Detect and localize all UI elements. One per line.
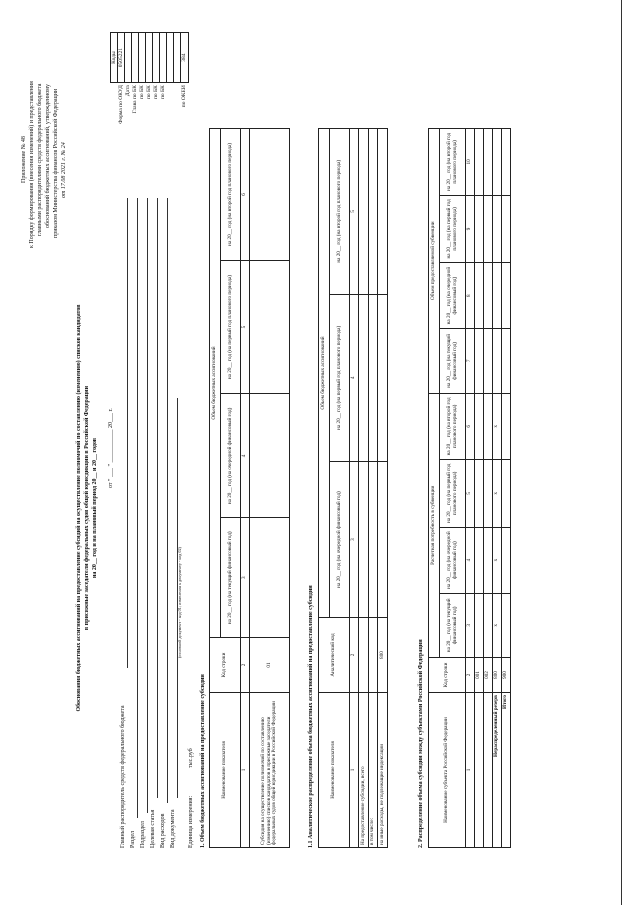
header-line-1: к Порядку формирования (внесения изменений) и представления (29, 81, 35, 248)
s2-cell[interactable] (502, 593, 511, 657)
s11-h-volume: Объем бюджетных ассигнований (319, 129, 330, 618)
s2-cell[interactable] (475, 329, 484, 393)
s11-cell[interactable] (378, 462, 388, 618)
s2-row-code: 001 (475, 658, 484, 693)
code-label-subsection: по БК (146, 85, 153, 100)
s2-cell[interactable] (502, 129, 511, 196)
s2-n7: 7 (466, 329, 475, 393)
field-section-line[interactable] (137, 198, 138, 818)
s2-cell[interactable] (493, 329, 502, 393)
doc-hint: (основной документ - код 01; изменения к документу - код 02) (177, 547, 182, 658)
s2-n6: 6 (466, 393, 475, 460)
codes-table (110, 32, 189, 172)
s2-cell[interactable] (475, 129, 484, 196)
s11-n2: 2 (350, 618, 359, 693)
s2-row-reserve: Нераспределенный резерв (493, 693, 502, 848)
field-subsection-line[interactable] (147, 198, 148, 813)
s2-row-total: Итого (502, 693, 511, 848)
s1-h-y3: на 20__ год (на второй год планового периода) (221, 129, 241, 261)
s2-cell[interactable]: x (493, 527, 502, 593)
field-gr-label: Главный распорядитель средств федерального бюджета (120, 705, 126, 848)
s2-cell[interactable] (475, 393, 484, 460)
s11-row-other: на иные расходы, не подлежащие индексации (378, 693, 388, 848)
s2-row-name (484, 693, 493, 848)
s11-row-code (359, 618, 369, 693)
appendix-label: Приложение № 48 (21, 136, 27, 183)
s1-h-name: Наименование показателя (210, 693, 241, 848)
s11-cell[interactable] (369, 294, 378, 462)
s1-row-cell[interactable] (250, 260, 290, 393)
section11-title: 1.1 Аналитическое распределение объема бюджетных ассигнований на предоставление субсидии (308, 585, 314, 848)
s1-n4: 4 (241, 394, 250, 518)
s2-n10: 10 (466, 129, 475, 196)
section1-table (209, 128, 290, 848)
field-gr-line[interactable] (127, 198, 128, 668)
s11-row-code: 800 (378, 618, 388, 693)
s2-cell[interactable] (475, 460, 484, 527)
s2-cell[interactable]: x (493, 460, 502, 527)
okud-code: 0505221 (118, 33, 125, 83)
s11-row-code (369, 618, 378, 693)
field-doctype-label: Вид документа (170, 809, 176, 848)
s2-cell[interactable] (484, 329, 493, 393)
section2-title: 2. Распределение объема субсидии между субъектами Российской Федерации (418, 639, 424, 848)
okud-label: Форма по ОКУД (118, 85, 125, 124)
s1-h-y1: на 20__ год (на очередной финансовый год) (221, 394, 241, 518)
s2-h-b0: на 20__ год (на текущий финансовый год) (440, 329, 466, 393)
s1-n1: 1 (241, 693, 250, 848)
s1-n2: 2 (241, 638, 250, 693)
unit-value: тыс.руб (188, 748, 194, 768)
okei-code: 384 (181, 33, 188, 83)
s2-cell[interactable]: x (493, 393, 502, 460)
s2-cell[interactable] (502, 263, 511, 329)
s2-cell[interactable] (493, 263, 502, 329)
s2-cell[interactable] (484, 129, 493, 196)
s11-row-total: На предоставление субсидии, всего (359, 693, 369, 848)
s2-cell[interactable] (502, 460, 511, 527)
s2-h-volume: Объем предоставляемой субвенции (429, 129, 440, 394)
s11-row-incl: в том числе: (369, 693, 378, 848)
s1-row-cell[interactable] (250, 129, 290, 261)
s2-h-a3: на 20__ год (на второй год планового периода) (440, 393, 466, 460)
s2-cell[interactable] (475, 263, 484, 329)
s1-n5: 5 (241, 260, 250, 393)
s2-h-a2: на 20__ год (на первый год планового периода) (440, 460, 466, 527)
approval-date: от 17.08 2021 г. № 24 (61, 142, 67, 198)
field-target-label: Целевая статья (150, 809, 156, 848)
s1-h-y2: на 20__ год (на первый год планового периода) (221, 260, 241, 393)
s2-n9: 9 (466, 195, 475, 262)
s2-cell[interactable] (493, 195, 502, 262)
s2-n3: 3 (466, 593, 475, 657)
s11-cell[interactable] (359, 129, 369, 295)
s1-h-code: Код строки (210, 638, 241, 693)
code-label-expense: по БК (160, 85, 167, 100)
s2-h-a0: на 20__ год (на текущий финансовый год) (440, 593, 466, 657)
s2-row-code: 800 (493, 658, 502, 693)
section11-table (318, 128, 388, 848)
s1-n6: 6 (241, 129, 250, 261)
s2-cell[interactable] (502, 393, 511, 460)
s2-row-code: 900 (502, 658, 511, 693)
head-label: Глава по БК (132, 85, 139, 114)
s2-cell[interactable] (484, 263, 493, 329)
s2-n8: 8 (466, 263, 475, 329)
s2-n5: 5 (466, 460, 475, 527)
s2-cell[interactable] (484, 527, 493, 593)
s11-h-name: Наименование показателя (319, 693, 350, 848)
s2-row-code: 002 (484, 658, 493, 693)
s11-h-y2: на 20__ год (на первый год планового периода) (330, 294, 350, 462)
code-label-section: по БК (139, 85, 146, 100)
field-section-label: Раздел (130, 831, 136, 848)
s11-cell[interactable] (378, 129, 388, 295)
s11-h-code: Аналитический код (319, 618, 350, 693)
s2-cell[interactable] (484, 195, 493, 262)
s1-row-cell[interactable] (250, 394, 290, 518)
s2-row-name (475, 693, 484, 848)
s2-cell[interactable] (493, 129, 502, 196)
s2-cell[interactable] (502, 195, 511, 262)
header-line-2: главными распорядителями средств федерального бюджета (37, 83, 43, 236)
title-line-3: на 20__ год и на плановый период 20__ и 20__ годов (92, 437, 98, 579)
s1-row-code: 01 (250, 638, 290, 693)
s11-h-y1: на 20__ год (на очередной финансовый год) (330, 462, 350, 618)
s1-row-name: Субсидия на осуществление полномочий по составлению (изменению) списков кандидатов в присяжные заседатели федеральных судов общей юрисдикции в Российской Федерации (250, 693, 290, 848)
s1-row-cell[interactable] (250, 518, 290, 638)
s11-cell[interactable] (359, 294, 369, 462)
title-line-1: Обоснования бюджетных ассигнований на предоставление субсидий на осуществление полномочий по составлению (изменению) списков кандидатов (76, 304, 82, 712)
s11-n5: 5 (350, 129, 359, 295)
rotated-form (16, 28, 624, 888)
s2-cell[interactable]: x (493, 593, 502, 657)
s2-cell[interactable] (484, 393, 493, 460)
s2-h-a1: на 20__ год (на очередной финансовый год) (440, 527, 466, 593)
s2-n2: 2 (466, 658, 475, 693)
s1-h-volume: Объем бюджетных ассигнований (210, 129, 221, 638)
title-line-2: в присяжные заседатели федеральных судов общей юрисдикции в Российской Федерации (84, 385, 90, 631)
s11-cell[interactable] (369, 462, 378, 618)
s2-cell[interactable] (502, 527, 511, 593)
field-expense-line[interactable] (167, 198, 168, 803)
s2-n4: 4 (466, 527, 475, 593)
s2-h-need: Расчетная потребность в субвенции (429, 393, 440, 657)
s1-h-y0: на 20__ год (на текущий финансовый год) (221, 518, 241, 638)
header-line-3: обоснований бюджетных ассигнований, утвержденному (45, 84, 51, 228)
s2-cell[interactable] (484, 460, 493, 527)
s11-n3: 3 (350, 462, 359, 618)
s2-cell[interactable] (475, 527, 484, 593)
s2-cell[interactable] (484, 593, 493, 657)
s1-n3: 3 (241, 518, 250, 638)
s11-cell[interactable] (369, 129, 378, 295)
s2-h-b1: на 20__ год (на очередной финансовый год) (440, 263, 466, 329)
s2-h-code: Код строки (429, 658, 466, 693)
s11-cell[interactable] (359, 462, 369, 618)
s2-n1: 1 (466, 693, 475, 848)
unit-label: Единица измерения: (188, 795, 194, 848)
section2-table (428, 128, 511, 848)
s11-n4: 4 (350, 294, 359, 462)
s2-h-b2: на 20__ год (на первый год планового периода) (440, 195, 466, 262)
s2-cell[interactable] (475, 195, 484, 262)
s11-h-y3: на 20__ год (на второй год планового периода) (330, 129, 350, 295)
s2-cell[interactable] (475, 593, 484, 657)
code-label-target: по БК (153, 85, 160, 100)
okei-label: по ОКЕИ (181, 85, 188, 108)
date-from: от " ___ " ___________ 20___ г. (108, 408, 114, 488)
codes-header: Коды (111, 33, 118, 83)
s2-cell[interactable] (502, 329, 511, 393)
field-target-line[interactable] (157, 198, 158, 798)
field-expense-label: Вид расходов (160, 813, 166, 848)
field-subsection-label: Подраздел (140, 821, 146, 848)
section1-title: 1. Объем бюджетных ассигнований на предоставление субсидии (200, 674, 206, 848)
header-line-4: приказом Министерства финансов Российской Федерации (53, 88, 59, 238)
s2-h-b3: на 20__ год (на второй год планового периода) (440, 129, 466, 196)
s11-n1: 1 (350, 693, 359, 848)
date-label: Дата (125, 85, 132, 97)
s2-h-name: Наименование субъекта Российской Федерации (429, 693, 466, 848)
s11-cell[interactable] (378, 294, 388, 462)
